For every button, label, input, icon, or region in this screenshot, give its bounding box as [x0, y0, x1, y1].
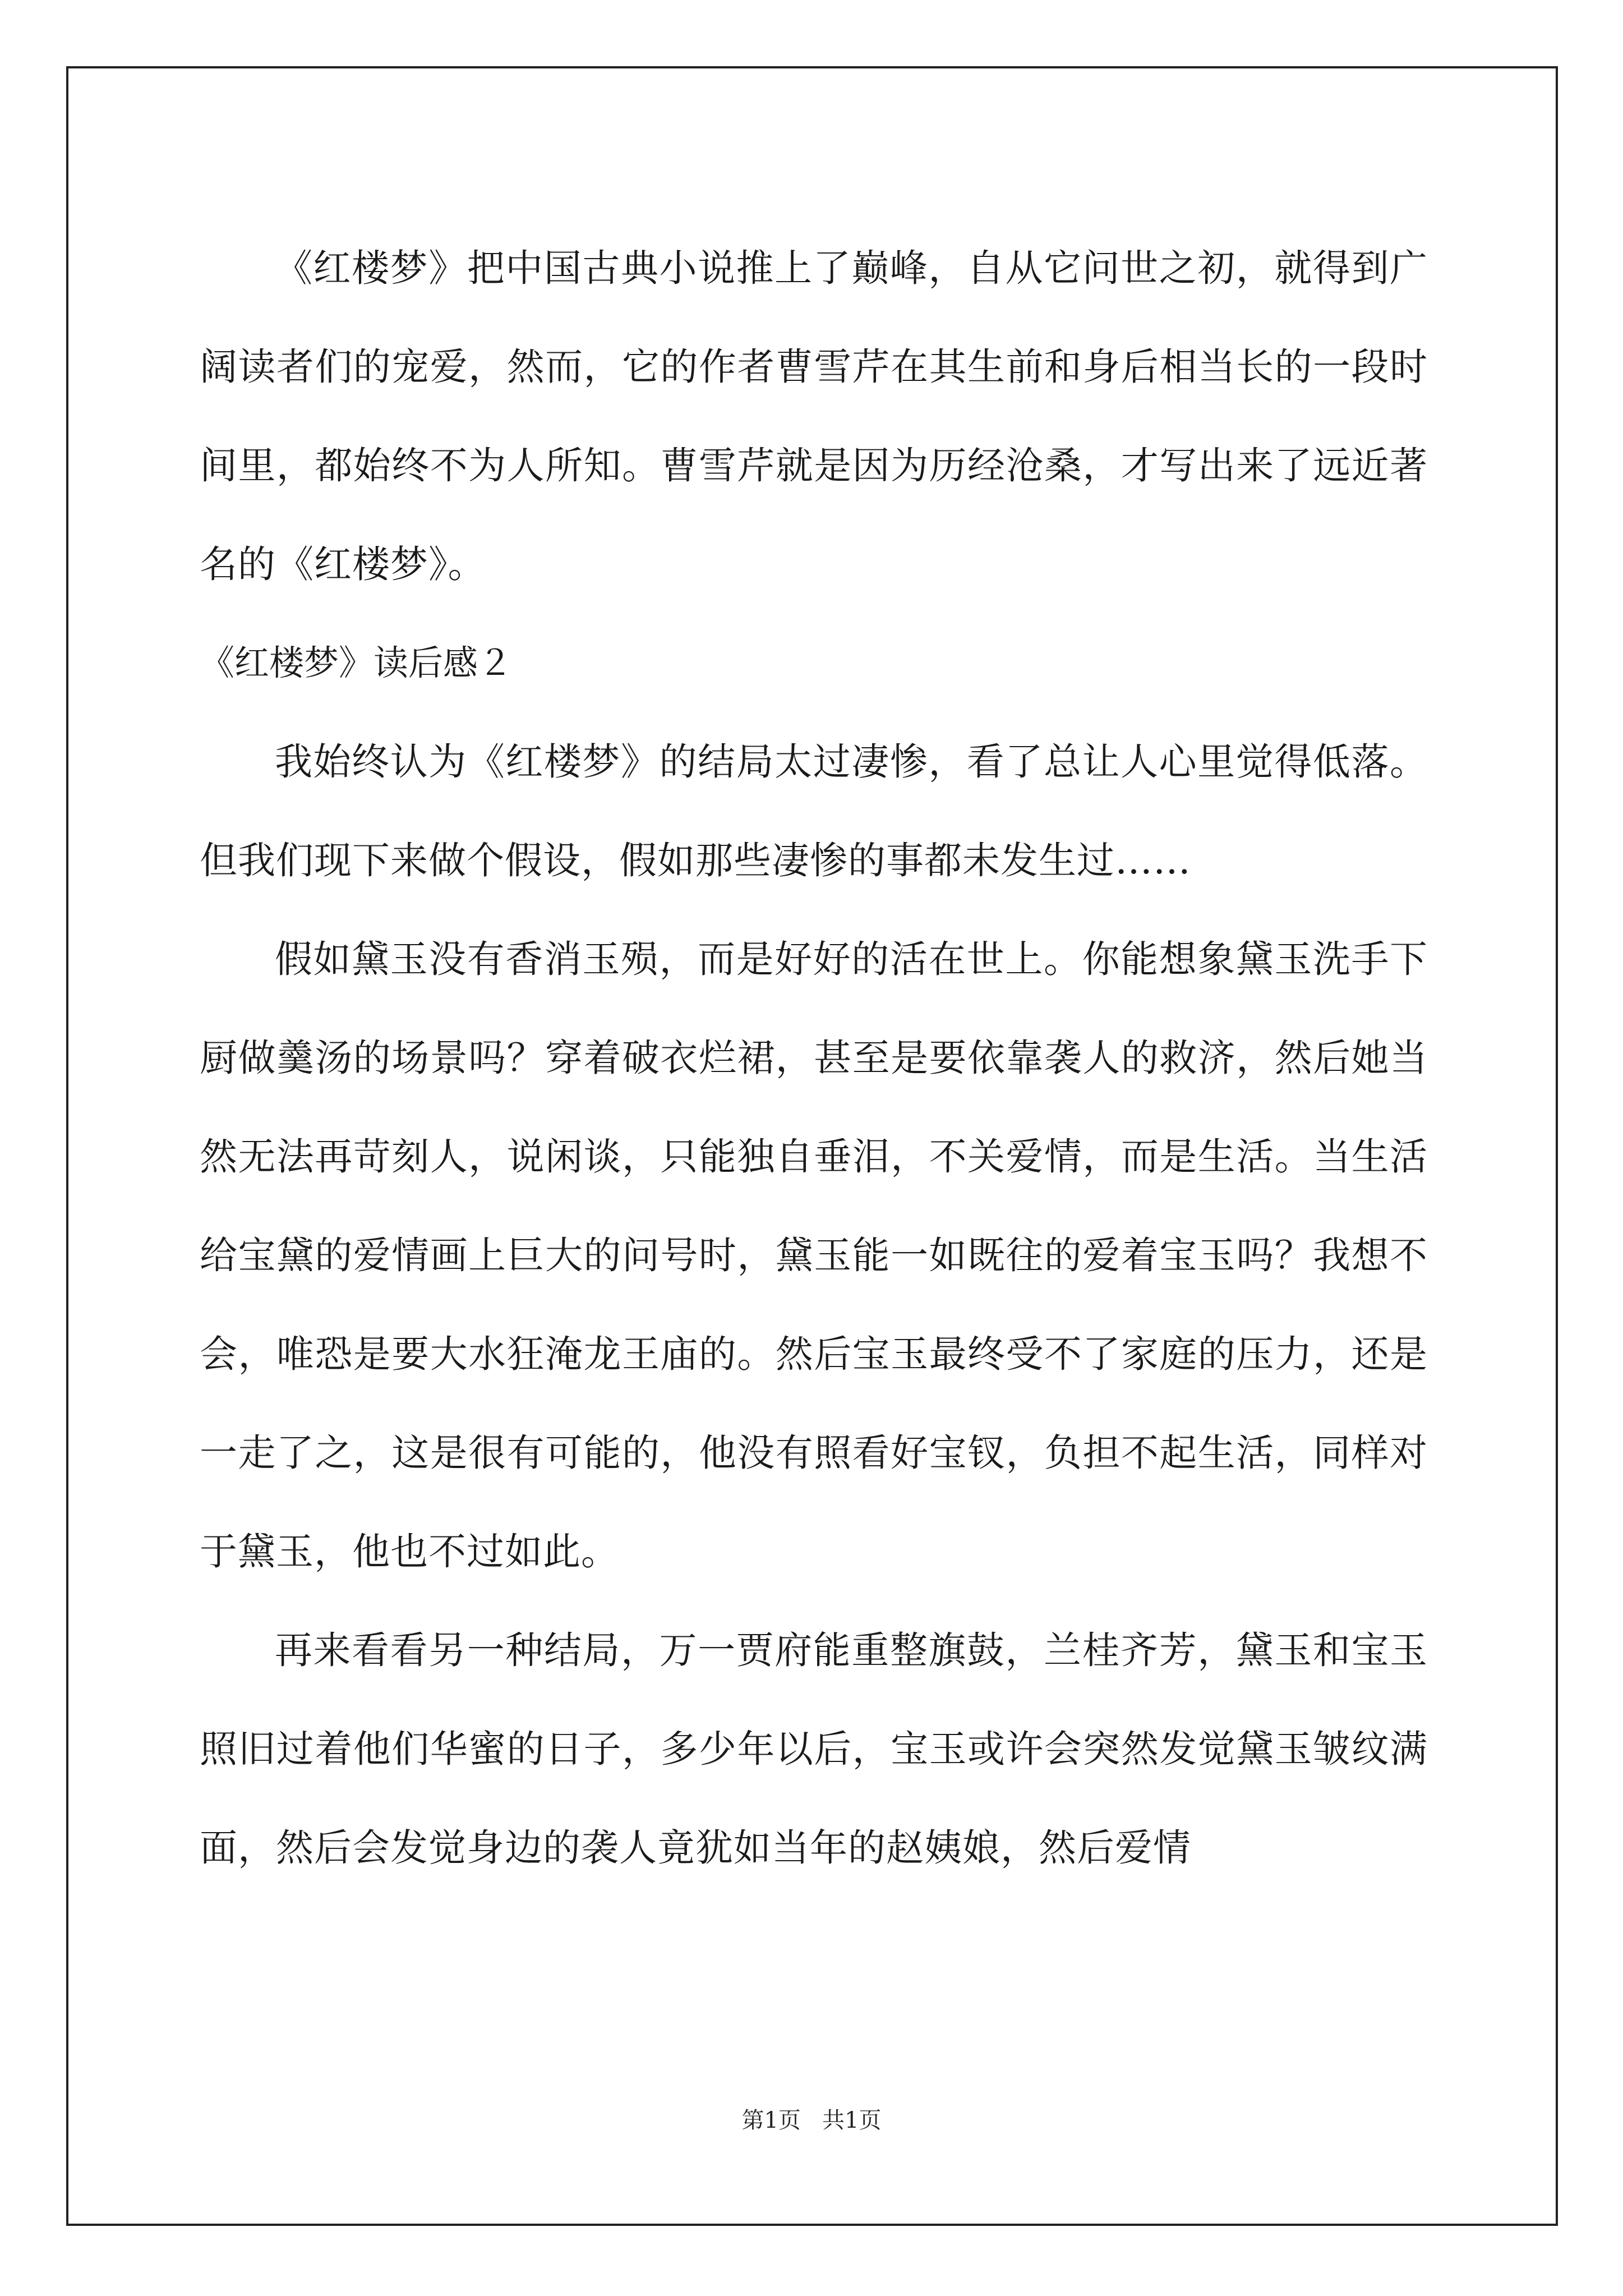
paragraph: 《红楼梦》把中国古典小说推上了巅峰，自从它问世之初，就得到广阔读者们的宠爱，然而，它的作者曹雪芹在其生前和身后相当长的一段时间里，都始终不为人所知。曹雪芹就是因为历经沧桑，才写出来了远近著名的《红楼梦》。 [200, 246, 1428, 586]
paragraph: 再来看看另一种结局，万一贾府能重整旗鼓，兰桂齐芳，黛玉和宝玉照旧过着他们华蜜的日子，多少年以后，宝玉或许会突然发觉黛玉皱纹满面，然后会发觉身边的袭人竟犹如当年的赵姨娘，然后爱情 [200, 1628, 1428, 1870]
section-heading: 《红楼梦》读后感２ [200, 642, 513, 683]
page-footer [0, 2102, 1623, 2134]
page-number: 第1页 共1页 [741, 2108, 882, 2133]
document-body [200, 219, 1428, 1897]
paragraph: 我始终认为《红楼梦》的结局太过凄惨，看了总让人心里觉得低落。但我们现下来做个假设，假如那些凄惨的事都未发生过…… [200, 740, 1428, 882]
paragraph: 假如黛玉没有香消玉殒，而是好好的活在世上。你能想象黛玉洗手下厨做羹汤的场景吗？穿着破衣烂裙，甚至是要依靠袭人的救济，然后她当然无法再苛刻人，说闲谈，只能独自垂泪，不关爱情，而是生活。当生活给宝黛的爱情画上巨大的问号时，黛玉能一如既往的爱着宝玉吗？我想不会，唯恐是要大水狂淹龙王庙的。然后宝玉最终受不了家庭的压力，还是一走了之，这是很有可能的，他没有照看好宝钗，负担不起生活，同样对于黛玉，他也不过如此。 [200, 937, 1428, 1573]
